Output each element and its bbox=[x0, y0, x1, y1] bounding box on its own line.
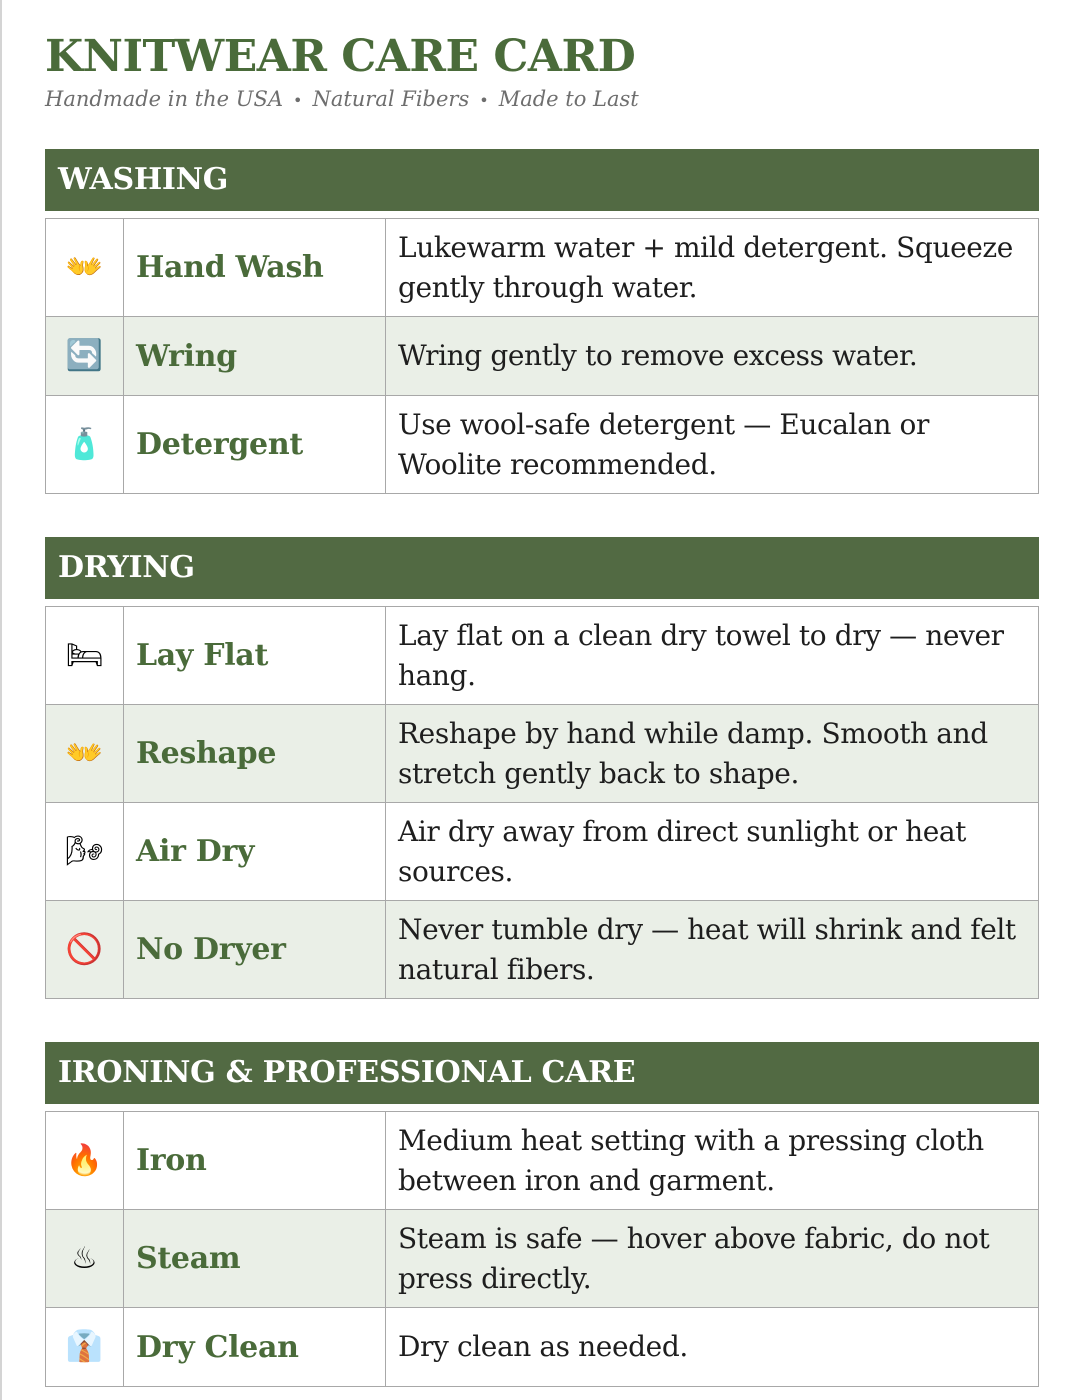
care-row bbox=[46, 705, 1039, 803]
washing-table bbox=[45, 218, 1039, 494]
care-description: Wring gently to remove excess water. bbox=[386, 317, 1039, 396]
care-description: Never tumble dry — heat will shrink and felt natural fibers. bbox=[386, 901, 1039, 999]
soap-bottle-icon: 🧴 bbox=[65, 426, 104, 462]
tagline-item: Handmade in the USA bbox=[45, 87, 284, 111]
left-border bbox=[0, 0, 2, 1400]
care-label: Steam bbox=[124, 1210, 386, 1308]
care-row bbox=[46, 1210, 1039, 1308]
care-label: Lay Flat bbox=[124, 607, 386, 705]
tagline-separator: • bbox=[479, 91, 489, 110]
drying-table bbox=[45, 606, 1039, 999]
bed-icon: 🛏 bbox=[65, 637, 104, 673]
care-description: Medium heat setting with a pressing cloth between iron and garment. bbox=[386, 1112, 1039, 1210]
care-row bbox=[46, 803, 1039, 901]
care-description: Lukewarm water + mild detergent. Squeeze gently through water. bbox=[386, 219, 1039, 317]
care-label: Reshape bbox=[124, 705, 386, 803]
card-title: KNITWEAR CARE CARD bbox=[45, 31, 636, 82]
ironing-table bbox=[45, 1111, 1039, 1387]
section-header-drying: DRYING bbox=[45, 537, 1039, 599]
care-row bbox=[46, 1308, 1039, 1387]
section-header-washing: WASHING bbox=[45, 149, 1039, 211]
care-row bbox=[46, 317, 1039, 396]
care-label: No Dryer bbox=[124, 901, 386, 999]
tagline-item: Made to Last bbox=[498, 87, 639, 111]
section-header-ironing: IRONING & PROFESSIONAL CARE bbox=[45, 1042, 1039, 1104]
fire-icon: 🔥 bbox=[65, 1142, 104, 1178]
care-label: Air Dry bbox=[124, 803, 386, 901]
care-description: Reshape by hand while damp. Smooth and stretch gently back to shape. bbox=[386, 705, 1039, 803]
care-label: Wring bbox=[124, 317, 386, 396]
card-tagline bbox=[45, 87, 1039, 113]
care-row bbox=[46, 396, 1039, 494]
tagline-item: Natural Fibers bbox=[312, 87, 470, 111]
care-card bbox=[45, 0, 1039, 1365]
shirt-tie-icon: 👔 bbox=[65, 1329, 104, 1364]
open-hands-icon: 👐 bbox=[65, 249, 104, 285]
care-row bbox=[46, 901, 1039, 999]
care-row bbox=[46, 219, 1039, 317]
hands-icon: 👐 bbox=[65, 735, 104, 771]
care-label: Hand Wash bbox=[124, 219, 386, 317]
prohibited-icon: 🚫 bbox=[65, 931, 104, 967]
care-description: Steam is safe — hover above fabric, do not press directly. bbox=[386, 1210, 1039, 1308]
care-description: Air dry away from direct sunlight or heat sources. bbox=[386, 803, 1039, 901]
care-description: Lay flat on a clean dry towel to dry — never hang. bbox=[386, 607, 1039, 705]
wind-icon: 🌬 bbox=[65, 833, 104, 869]
hot-springs-icon: ♨ bbox=[71, 1240, 98, 1276]
care-label: Iron bbox=[124, 1112, 386, 1210]
refresh-arrows-icon: 🔄 bbox=[65, 338, 104, 373]
care-label: Dry Clean bbox=[124, 1308, 386, 1387]
care-row bbox=[46, 607, 1039, 705]
care-description: Dry clean as needed. bbox=[386, 1308, 1039, 1387]
care-label: Detergent bbox=[124, 396, 386, 494]
care-description: Use wool-safe detergent — Eucalan or Woolite recommended. bbox=[386, 396, 1039, 494]
care-row bbox=[46, 1112, 1039, 1210]
tagline-separator: • bbox=[293, 91, 303, 110]
